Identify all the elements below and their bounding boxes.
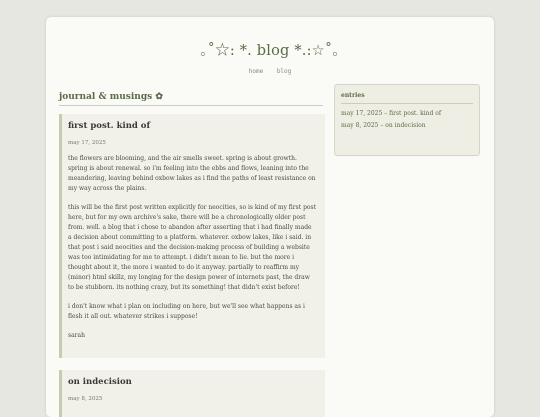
nav-link-home[interactable]: home — [248, 68, 264, 75]
entries-sidebar — [334, 84, 480, 156]
site-title: ｡˚☆: *. blog *.:☆˚｡ — [200, 43, 340, 59]
page-container — [46, 17, 494, 417]
sidebar-entry-link[interactable]: may 8, 2025 – on indecision — [341, 122, 426, 129]
post-date: may 8, 2025 — [68, 396, 103, 402]
post-paragraph: i don't know what i plan on including on here, but we'll see what happens as i flesh it all out. whatever strikes i suppose! — [68, 303, 305, 320]
sidebar-entry-link[interactable]: may 17, 2025 – first post. kind of — [341, 110, 442, 117]
post-date: may 17, 2025 — [68, 140, 106, 146]
post-body — [68, 154, 317, 341]
nav-link-blog[interactable]: blog — [276, 68, 292, 75]
site-nav — [46, 68, 494, 75]
post-paragraph: this will be the first post written explicitly for neocities, so is kind of my first post here, but for my own archive's sake, there will be a chronologically older post from. well. a blog that i chose to abandon after asserting that i had finally made a decision about committing to a platform. whatever. oxbow lakes, like i said. in that post i said neocities and the decision-making process of building a website was too intimidating for me to attempt. i didn't mean to lie. but the more i thought about it, the more i wanted to do it anyway. partially to reaffirm my (minor) html skillz, my longing for the design power of internets past, the draw to be stubborn. its nothing crazy, but its something! that didn't exist before! — [68, 204, 317, 291]
section-title: journal & musings ✿ — [59, 92, 323, 106]
post-paragraph: the flowers are blooming, and the air smells sweet. spring is about growth. spring is about renewal. so i'm feeling into the ebbs and flows, leaning into the meandering, leaving behind oxbow lakes as i find the paths of least resistance on my way across the plains. — [68, 155, 316, 192]
post-signature: sarah — [68, 332, 85, 339]
post-card — [59, 114, 325, 358]
post-card — [59, 370, 325, 417]
sidebar-title: entries — [341, 92, 473, 104]
post-title: first post. kind of — [68, 121, 151, 131]
post-title: on indecision — [68, 377, 132, 387]
